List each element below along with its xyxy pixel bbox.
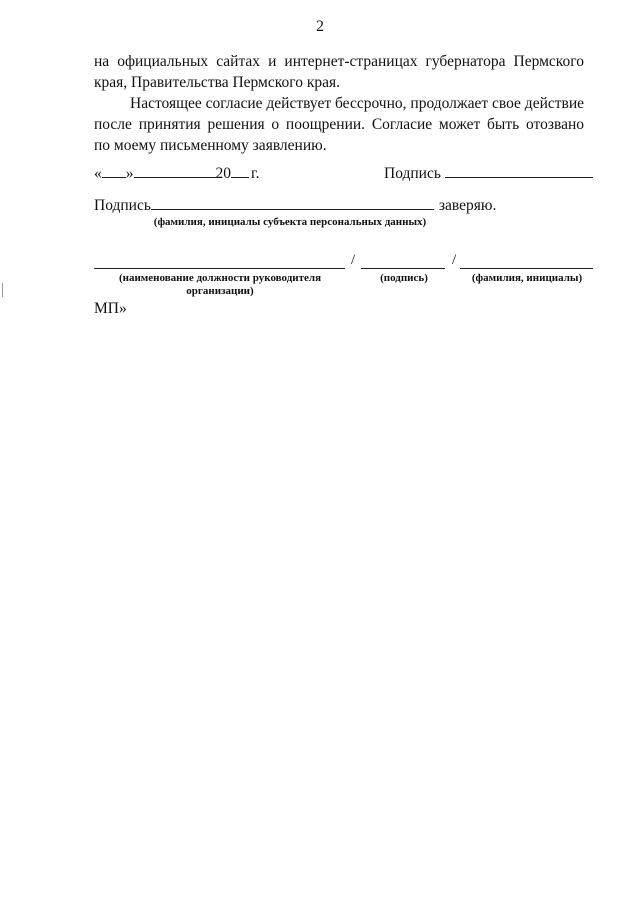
signature-blank[interactable] <box>445 163 593 178</box>
day-blank[interactable] <box>102 163 126 178</box>
subject-signature-field <box>384 163 593 184</box>
position-caption-line: (наименование должности руководителя <box>118 272 322 284</box>
paragraph-line: Настоящее согласие действует бессрочно, продолжает свое действие <box>130 95 585 112</box>
date-field <box>94 163 259 184</box>
position-caption <box>110 272 330 298</box>
year-suffix: г. <box>251 165 260 182</box>
paragraph-consent-validity <box>94 93 584 156</box>
manager-signature-blank[interactable] <box>361 268 445 269</box>
month-blank[interactable] <box>134 163 216 178</box>
separator-slash: / <box>452 252 457 268</box>
separator-slash: / <box>351 252 356 268</box>
scan-edge-mark <box>2 283 3 297</box>
certify-suffix: заверяю. <box>438 197 497 214</box>
subject-name-blank[interactable] <box>151 195 434 210</box>
paragraph-line: по моему письменному заявлению. <box>94 137 327 154</box>
name-caption: (фамилия, инициалы) <box>471 272 583 284</box>
position-caption-line: организации) <box>186 285 254 297</box>
date-close-quote: » <box>125 165 134 182</box>
paragraph-line: на официальных сайтах и интернет-страницах губернатора Пермского <box>94 53 584 70</box>
page-number: 2 <box>316 18 324 35</box>
signature-caption: (подпись) <box>380 272 428 284</box>
subject-name-caption: (фамилия, инициалы субъекта персональных данных) <box>153 216 427 228</box>
manager-name-blank[interactable] <box>460 268 593 269</box>
paragraph-publication <box>94 51 584 93</box>
certify-signature-field <box>94 195 496 216</box>
certify-label: Подпись <box>94 197 151 214</box>
date-open-quote: « <box>94 165 102 182</box>
year-blank[interactable] <box>231 163 249 178</box>
stamp-label: МП» <box>94 300 127 317</box>
paragraph-line: края, Правительства Пермского края. <box>94 74 340 91</box>
year-prefix: 20 <box>215 165 231 182</box>
manager-position-blank[interactable] <box>94 268 345 269</box>
paragraph-line: после принятия решения о поощрении. Согласие может быть отозвано <box>94 116 584 133</box>
signature-label: Подпись <box>384 165 441 182</box>
